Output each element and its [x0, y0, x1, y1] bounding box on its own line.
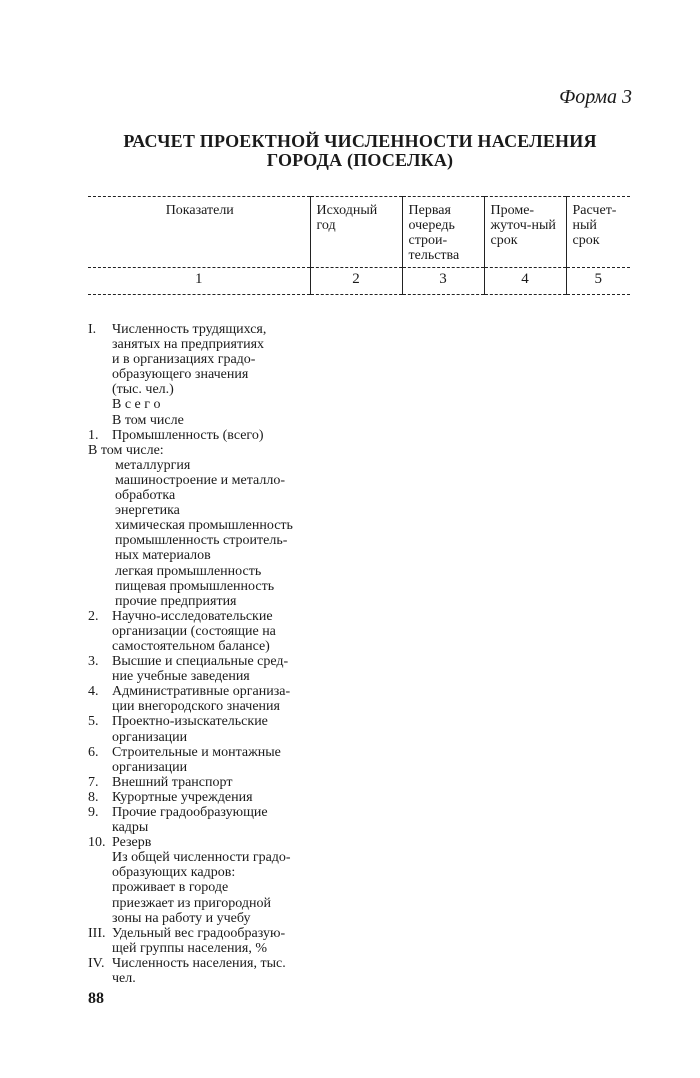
indicator-row	[88, 790, 348, 805]
indicator-text: прочие предприятия	[115, 593, 237, 609]
indicator-number: III.	[88, 925, 106, 941]
indicator-text: промышленность строитель-	[115, 533, 288, 549]
indicator-text: ных материалов	[115, 548, 211, 564]
indicator-text: организации (состоящие на	[112, 623, 276, 639]
indicator-row	[88, 579, 348, 594]
indicator-number: 2.	[88, 608, 99, 624]
indicator-row	[88, 760, 348, 775]
indicator-text: химическая промышленность	[115, 518, 293, 534]
indicator-text: Численность трудящихся,	[112, 322, 267, 337]
indicator-row	[88, 714, 348, 729]
indicator-row	[88, 367, 348, 382]
indicator-row	[88, 624, 348, 639]
indicator-text: машиностроение и металло-	[115, 472, 286, 488]
indicator-text: кадры	[112, 820, 149, 836]
indicator-text: В с е г о	[112, 397, 161, 413]
indicator-number: 3.	[88, 654, 99, 670]
indicator-row	[88, 594, 348, 609]
indicator-text: занятых на предприятиях	[112, 337, 265, 353]
indicator-text: Удельный вес градообразую-	[112, 925, 286, 941]
indicator-text: Высшие и специальные сред-	[112, 654, 289, 670]
indicator-row	[88, 473, 348, 488]
indicator-number: 6.	[88, 744, 99, 760]
title-line-2: ГОРОДА (ПОСЕЛКА)	[266, 150, 454, 170]
indicator-text: Численность населения, тыс.	[112, 955, 286, 971]
indicator-row	[88, 322, 348, 337]
column-number: 3	[402, 268, 484, 295]
indicator-row	[88, 654, 348, 669]
indicator-text: энергетика	[115, 503, 180, 519]
header-indicators: Показатели	[165, 203, 234, 218]
indicator-text: проживает в городе	[112, 880, 229, 896]
indicator-text: ции внегородского значения	[112, 699, 280, 715]
indicator-row	[88, 911, 348, 926]
indicator-number: 7.	[88, 774, 99, 790]
indicator-text: ние учебные заведения	[112, 669, 250, 685]
column-number: 2	[310, 268, 402, 295]
indicator-text: и в организациях градо-	[112, 352, 256, 368]
indicator-text: Внешний транспорт	[112, 774, 233, 790]
indicator-text: обработка	[115, 488, 176, 504]
indicator-text: Резерв	[112, 835, 152, 851]
indicator-row	[88, 503, 348, 518]
indicator-row	[88, 684, 348, 699]
indicator-text: легкая промышленность	[115, 563, 262, 579]
indicator-row	[88, 428, 348, 443]
title-line-1: РАСЧЕТ ПРОЕКТНОЙ ЧИСЛЕННОСТИ НАСЕЛЕНИЯ	[123, 131, 597, 151]
indicator-number: 5.	[88, 714, 99, 730]
indicator-row	[88, 518, 348, 533]
indicator-row	[88, 699, 348, 714]
indicator-text: приезжает из пригородной	[112, 895, 271, 911]
indicator-text: Административные организа-	[112, 684, 291, 700]
indicator-row	[88, 775, 348, 790]
indicator-text: Курортные учреждения	[112, 789, 253, 805]
indicator-row	[88, 926, 348, 941]
indicator-text: Прочие градообразующие	[112, 805, 268, 820]
indicator-row	[88, 352, 348, 367]
indicator-row	[88, 564, 348, 579]
indicator-number: 1.	[88, 427, 99, 443]
indicator-number: 9.	[88, 805, 99, 820]
indicator-number: IV.	[88, 955, 105, 971]
indicator-text: щей группы населения, %	[112, 940, 268, 956]
indicator-text: Научно-исследовательские	[112, 608, 273, 624]
indicator-row	[88, 956, 348, 971]
indicator-number: 8.	[88, 789, 99, 805]
indicator-row	[88, 850, 348, 865]
indicator-row	[88, 820, 348, 835]
indicator-row	[88, 337, 348, 352]
indicator-text: Строительные и монтажные	[112, 744, 281, 760]
indicator-row	[88, 382, 348, 397]
indicator-row	[88, 896, 348, 911]
column-number: 1	[88, 268, 310, 295]
indicator-row	[88, 548, 348, 563]
indicator-text: образующих кадров:	[112, 865, 236, 881]
indicator-row	[88, 488, 348, 503]
indicators-table-header	[88, 196, 630, 295]
header-target-term: Расчет-ный срок	[566, 197, 630, 268]
indicator-row	[88, 805, 348, 820]
indicator-row	[88, 609, 348, 624]
indicator-row	[88, 413, 348, 428]
page-title	[90, 132, 630, 170]
header-first-stage: Первая очередь строи-тельства	[402, 197, 484, 268]
indicator-text: Промышленность (всего)	[112, 427, 264, 443]
indicator-text: В том числе:	[88, 442, 164, 458]
indicator-row	[88, 458, 348, 473]
indicator-list	[88, 322, 348, 986]
indicator-row	[88, 880, 348, 895]
form-label: Форма 3	[559, 86, 632, 108]
indicator-row	[88, 865, 348, 880]
indicator-row	[88, 533, 348, 548]
column-number: 4	[484, 268, 566, 295]
indicator-row	[88, 730, 348, 745]
indicator-text: зоны на работу и учебу	[112, 910, 251, 926]
indicator-text: металлургия	[115, 457, 191, 473]
indicator-text: В том числе	[112, 412, 184, 428]
indicator-text: Из общей численности градо-	[112, 850, 291, 866]
indicator-row	[88, 745, 348, 760]
indicator-text: чел.	[112, 971, 136, 987]
indicator-text: (тыс. чел.)	[112, 382, 174, 398]
indicator-row	[88, 443, 348, 458]
header-base-year: Исходный год	[310, 197, 402, 268]
indicator-text: организации	[112, 759, 188, 775]
indicator-row	[88, 971, 348, 986]
indicator-text: Проектно-изыскательские	[112, 714, 268, 730]
page-number: 88	[88, 990, 104, 1007]
header-intermediate: Проме-жуточ-ный срок	[484, 197, 566, 268]
indicator-number: I.	[88, 322, 97, 337]
indicator-row	[88, 669, 348, 684]
indicator-number: 4.	[88, 684, 99, 700]
indicator-text: самостоятельном балансе)	[112, 638, 270, 654]
indicator-text: образующего значения	[112, 367, 249, 383]
column-number: 5	[566, 268, 630, 295]
indicator-row	[88, 639, 348, 654]
indicator-text: организации	[112, 729, 188, 745]
indicator-row	[88, 397, 348, 412]
indicator-text: пищевая промышленность	[115, 578, 275, 594]
indicator-row	[88, 835, 348, 850]
indicator-row	[88, 941, 348, 956]
indicator-number: 10.	[88, 835, 106, 851]
